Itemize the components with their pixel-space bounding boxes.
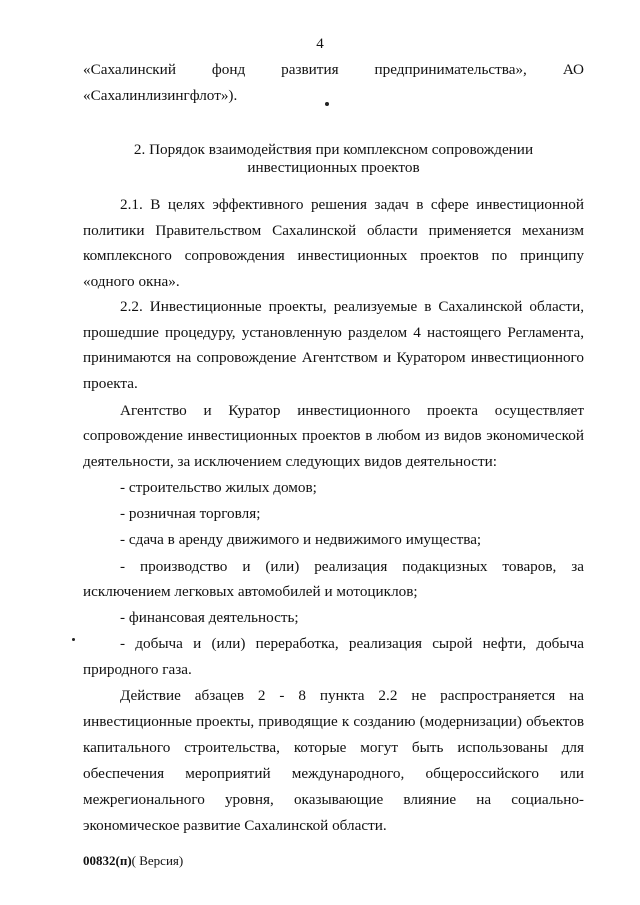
intro-line-2: «Сахалинлизингфлот»).	[83, 87, 238, 104]
list-item-excise-line-1: - производство и (или) реализация подакцизных товаров, за	[120, 558, 584, 575]
page-number: 4	[316, 36, 324, 52]
intro-line-1: «Сахалинский фонд развития предпринимательства», АО	[83, 61, 584, 78]
list-item-rent: - сдача в аренду движимого и недвижимого имущества;	[120, 531, 482, 548]
p21-line-3: комплексного сопровождения инвестиционных проектов по принципу	[83, 247, 584, 264]
p22-line-2: прошедшие процедуру, установленную разделом 4 настоящего Регламента,	[83, 324, 584, 341]
footer-document-code	[83, 853, 183, 869]
p22-line-1: 2.2. Инвестиционные проекты, реализуемые в Сахалинской области,	[120, 298, 584, 315]
p-action-line-1: Действие абзацев 2 - 8 пункта 2.2 не распространяется на	[120, 687, 584, 704]
scan-artifact-dot	[325, 102, 329, 106]
scan-artifact-dot-margin	[72, 638, 75, 641]
p21-line-1: 2.1. В целях эффективного решения задач в сфере инвестиционной	[120, 196, 584, 213]
list-item-retail: - розничная торговля;	[120, 505, 261, 522]
p21-line-2: политики Правительством Сахалинской области применяется механизм	[83, 222, 584, 239]
p-action-line-3: капитального строительства, которые могут быть использованы для	[83, 739, 584, 756]
section-heading-line-2: инвестиционных проектов	[247, 159, 420, 176]
list-item-excise-line-2: исключением легковых автомобилей и мотоциклов;	[83, 583, 418, 600]
p-action-line-5: межрегионального уровня, оказывающие влияние на социально-	[83, 791, 584, 808]
list-item-oil-line-1: - добыча и (или) переработка, реализация сырой нефти, добыча	[120, 635, 584, 652]
p22-line-4: проекта.	[83, 375, 138, 392]
p-action-line-2: инвестиционные проекты, приводящие к созданию (модернизации) объектов	[83, 713, 584, 730]
p-action-line-6: экономическое развитие Сахалинской области.	[83, 817, 387, 834]
p-action-line-4: обеспечения мероприятий международного, общероссийского или	[83, 765, 584, 782]
footer-version: ( Версия)	[131, 853, 184, 868]
p21-line-4: «одного окна».	[83, 273, 180, 290]
list-item-housing: - строительство жилых домов;	[120, 479, 317, 496]
p-agency-line-1: Агентство и Куратор инвестиционного проекта осуществляет	[120, 402, 584, 419]
list-item-oil-line-2: природного газа.	[83, 661, 192, 678]
p-agency-line-3: деятельности, за исключением следующих видов деятельности:	[83, 453, 497, 470]
list-item-finance: - финансовая деятельность;	[120, 609, 299, 626]
p22-line-3: принимаются на сопровождение Агентством и Куратором инвестиционного	[83, 349, 584, 366]
section-heading-line-1: 2. Порядок взаимодействия при комплексном сопровождении	[133, 141, 534, 158]
footer-code: 00832(п)	[83, 853, 132, 868]
p-agency-line-2: сопровождение инвестиционных проектов в любом из видов экономической	[83, 427, 584, 444]
